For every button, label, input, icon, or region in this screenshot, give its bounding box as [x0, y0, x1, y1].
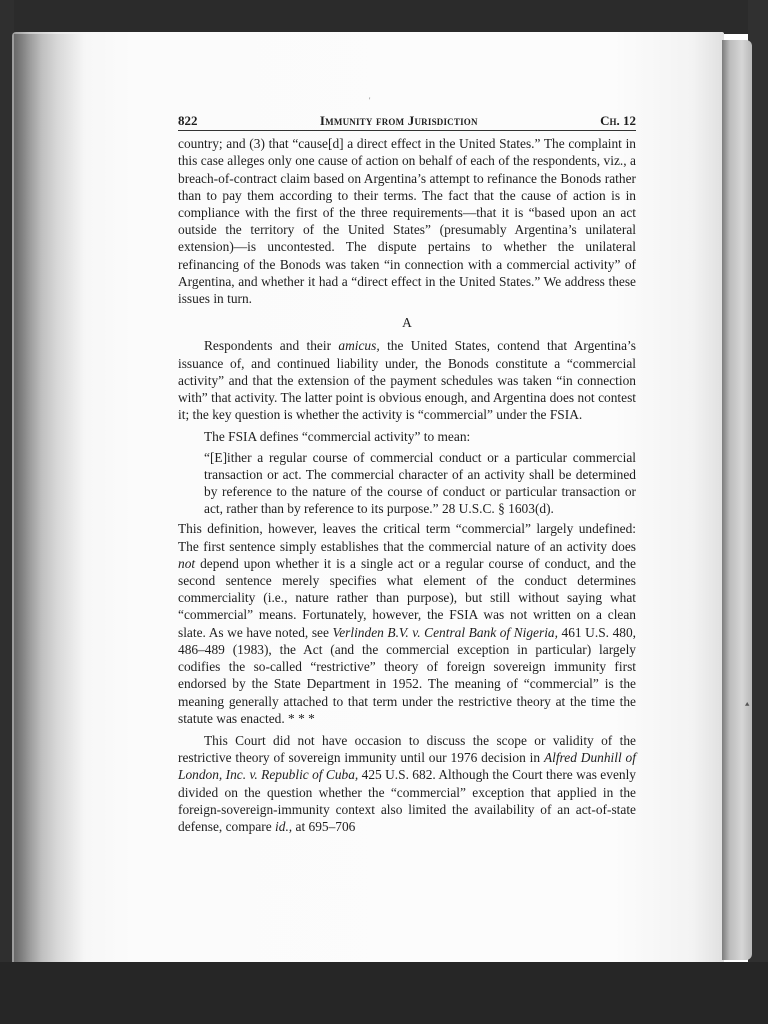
- adjacent-page-edge: [722, 40, 752, 960]
- paragraph-2: [178, 337, 636, 423]
- paragraph-5-b: 425 U.S. 682. Although the Court there was evenly divided on the question whether the “commercial” exception that applied in the foreign-sovereign-immunity context also limited the availability of an act-of-state defense, compare: [178, 767, 636, 834]
- amicus-term: amicus,: [338, 338, 380, 354]
- paragraph-2-lead: Respondents and their: [204, 338, 339, 354]
- scan-top-border: [0, 0, 768, 34]
- case-citation-dunhill: Alfred Dunhill of London, Inc. v. Republic of Cuba,: [178, 750, 636, 783]
- section-heading: A: [402, 315, 412, 331]
- scan-mark-top: ': [369, 96, 371, 105]
- scan-mark-right: ⯅: [744, 700, 751, 709]
- paragraph-5: [178, 732, 636, 835]
- paragraph-5-a: This Court did not have occasion to discuss the scope or validity of the restrictive theory of sovereign immunity until our 1976 decision in: [178, 732, 636, 766]
- emphasis-not: not: [178, 555, 196, 571]
- paragraph-4: [178, 520, 636, 726]
- spine-shadow: [14, 34, 84, 964]
- running-title: Immunity from Jurisdiction: [319, 113, 478, 128]
- running-head: [178, 112, 636, 131]
- chapter-label: Ch. 12: [600, 113, 636, 128]
- paragraph-2-rest: the United States, contend that Argentina’s issuance of, and continued liability under, the Bonods constitute a “commercial activity” and that the extension of the payment schedules was taken “in connection with” that activity. The latter point is obvious enough, and Argentina does not contest it; the key question is whether the activity is “commercial” under the FSIA.: [178, 338, 636, 423]
- citation-id: id.,: [275, 818, 293, 834]
- case-citation-verlinden: Verlinden B.V. v. Central Bank of Nigeria,: [332, 624, 558, 640]
- paragraph-4-a: This definition, however, leaves the critical term “commercial” largely undefined: The first sentence simply establishes that the commercial nature of an activity does: [178, 521, 636, 554]
- scan-bottom-border: [0, 962, 768, 1024]
- statute-quote: “[E]ither a regular course of commercial conduct or a particular commercial transaction or act. The commercial character of an activity shall be determined by reference to the nature of the course of conduct or particular transaction or act, rather than by reference to its purpose.” 28 U.S.C. § 1603(d).: [204, 449, 636, 517]
- paragraph-1: country; and (3) that “cause[d] a direct effect in the United States.” The complaint in this case alleges only one cause of action on behalf of each of the respondents, viz., a breach-of-contract claim based on Argentina’s attempt to refinance the Bonods rather than to pay them according to their terms. The fact that the cause of action is in compliance with the first of the three requirements—that it is “based upon an act outside the territory of the United States” (presumably Argentina’s unilateral extension)—is uncontested. The dispute pertains to whether the unilateral refinancing of the Bonods was taken “in connection with a commercial activity” of Argentina, and whether it had a “direct effect in the United States.” We address these issues in turn.: [178, 136, 636, 307]
- paragraph-4-b: depend upon whether it is a single act or a regular course of conduct, and the second sentence merely specifies what element of the conduct determines commerciality (i.e., nature rather than purpose), but still without saying what “commercial” means. Fortunately, however, the FSIA was not written on a clean slate. As we have noted, see: [178, 555, 636, 640]
- paragraph-3: The FSIA defines “commercial activity” to mean:: [204, 429, 471, 445]
- page-number: 822: [178, 113, 198, 128]
- paragraph-4-c: 461 U.S. 480, 486–489 (1983), the Act (and the commercial exception in particular) largely codifies the so-called “restrictive” theory of foreign sovereign immunity first endorsed by the State Department in 1952. The meaning of “commercial” is the meaning generally attached to that term under the restrictive theory at the time the statute was enacted. * * *: [178, 624, 636, 726]
- page-content: [178, 112, 636, 835]
- paragraph-5-c: at 695–706: [292, 818, 356, 834]
